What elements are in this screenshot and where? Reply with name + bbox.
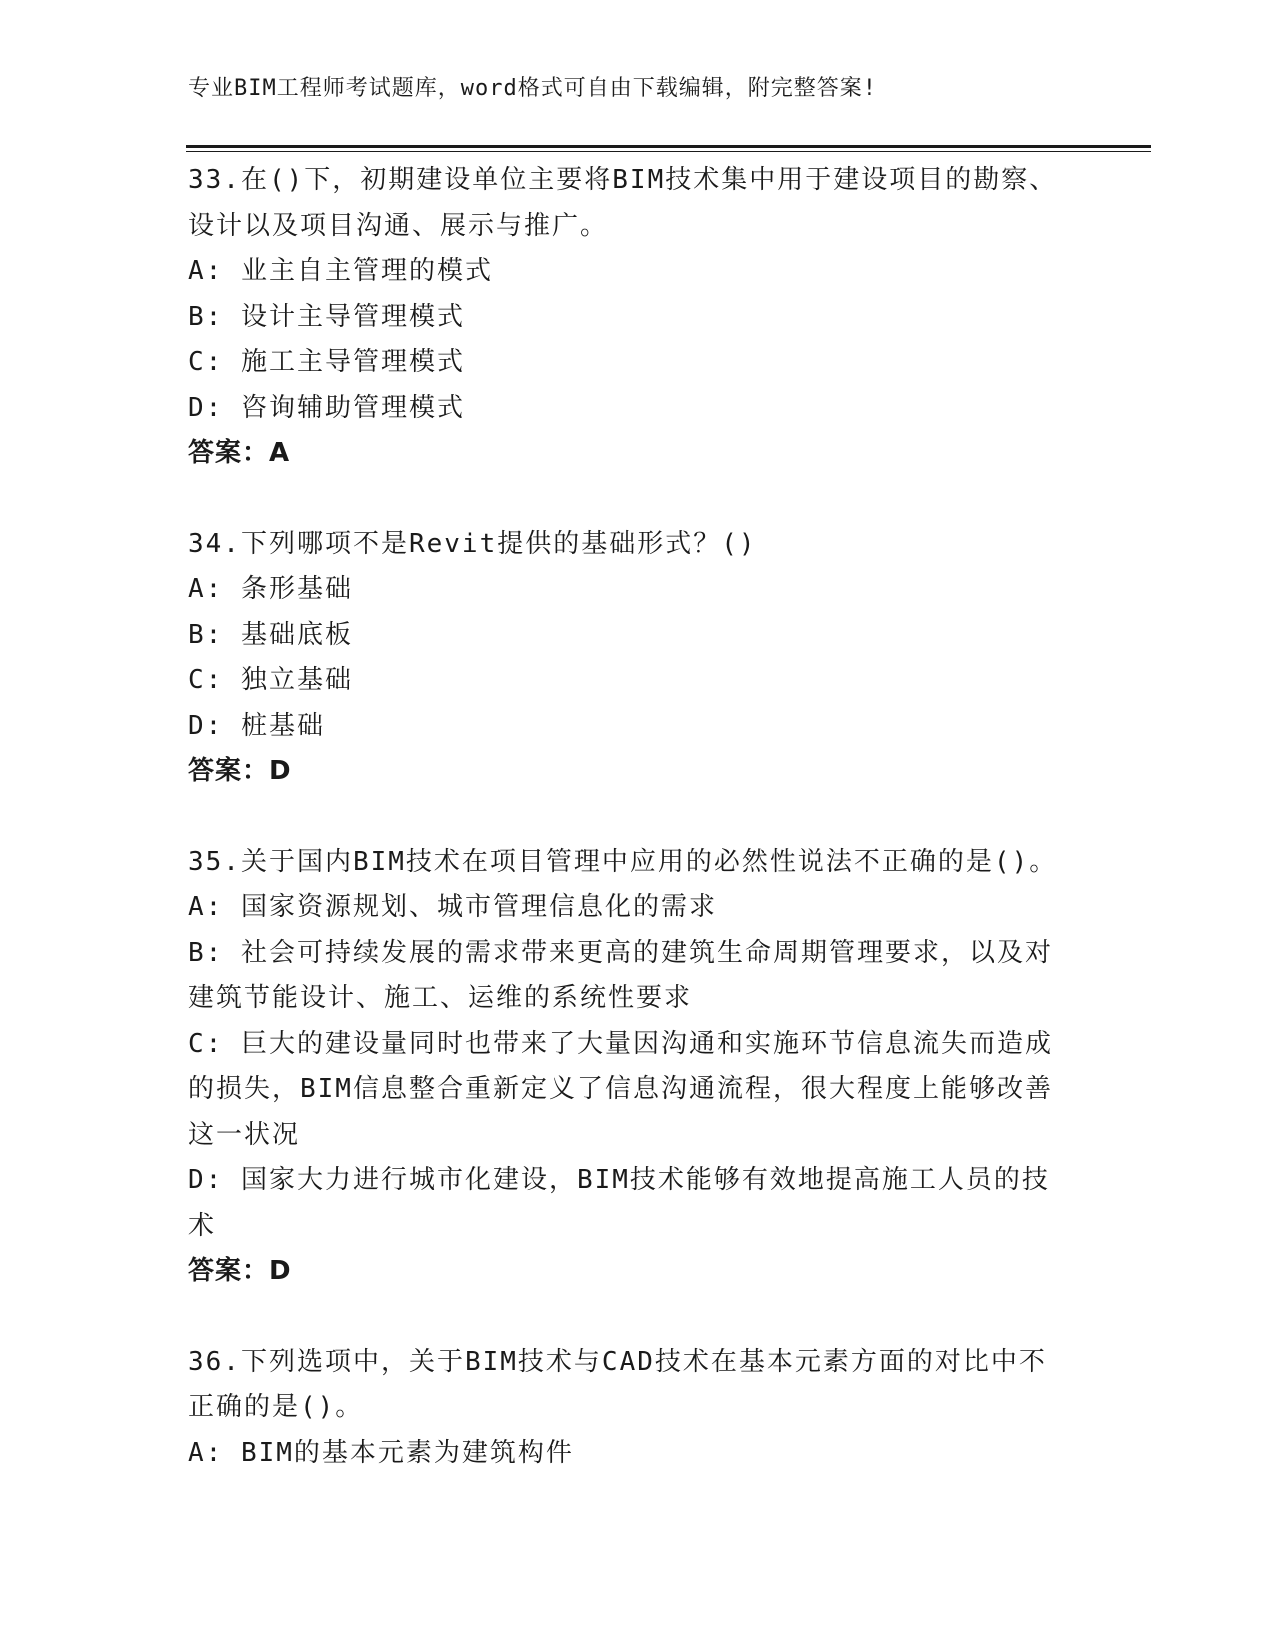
option-c-continued: 的损失，BIM信息整合重新定义了信息沟通流程，很大程度上能够改善 <box>188 1074 1053 1104</box>
question-text-line: 34.下列哪项不是Revit提供的基础形式？() <box>188 528 757 559</box>
answer-label: 答案：D <box>188 756 292 786</box>
option-b: B: 设计主导管理模式 <box>188 301 465 332</box>
question-text-line: 35.关于国内BIM技术在项目管理中应用的必然性说法不正确的是()。 <box>188 846 1058 877</box>
question-text-line: 设计以及项目沟通、展示与推广。 <box>188 210 609 241</box>
option-b: B: 基础底板 <box>188 619 353 650</box>
question-text-line: 33.在()下，初期建设单位主要将BIM技术集中用于建设项目的勘察、 <box>188 165 1058 195</box>
option-a: A: BIM的基本元素为建筑构件 <box>188 1437 574 1468</box>
option-b-continued: 建筑节能设计、施工、运维的系统性要求 <box>188 983 693 1013</box>
option-d: D: 桩基础 <box>188 710 325 741</box>
question-list <box>188 158 1088 1476</box>
question-33 <box>188 158 1088 477</box>
option-b: B: 社会可持续发展的需求带来更高的建筑生命周期管理要求，以及对 <box>188 937 1053 968</box>
option-d: D: 国家大力进行城市化建设，BIM技术能够有效地提高施工人员的技 <box>188 1165 1050 1195</box>
option-a: A: 国家资源规划、城市管理信息化的需求 <box>188 892 717 922</box>
option-a: A: 业主自主管理的模式 <box>188 256 493 286</box>
question-text-line: 正确的是()。 <box>188 1392 364 1422</box>
answer-label: 答案：D <box>188 1256 292 1286</box>
question-35 <box>188 840 1088 1295</box>
option-d-continued: 术 <box>188 1210 217 1241</box>
question-34 <box>188 522 1088 795</box>
option-c-continued: 这一状况 <box>188 1119 301 1150</box>
option-c: C: 独立基础 <box>188 665 353 695</box>
header-rule-thick <box>186 145 1151 148</box>
option-c: C: 巨大的建设量同时也带来了大量因沟通和实施环节信息流失而造成 <box>188 1028 1053 1059</box>
answer-label: 答案：A <box>188 438 291 468</box>
question-text-line: 36.下列选项中，关于BIM技术与CAD技术在基本元素方面的对比中不 <box>188 1346 1047 1377</box>
page-header: 专业BIM工程师考试题库，word格式可自由下载编辑，附完整答案! <box>188 76 877 101</box>
header-rule-thin <box>186 151 1151 152</box>
option-a: A: 条形基础 <box>188 574 353 604</box>
question-36 <box>188 1340 1088 1477</box>
option-c: C: 施工主导管理模式 <box>188 347 465 377</box>
option-d: D: 咨询辅助管理模式 <box>188 392 465 423</box>
